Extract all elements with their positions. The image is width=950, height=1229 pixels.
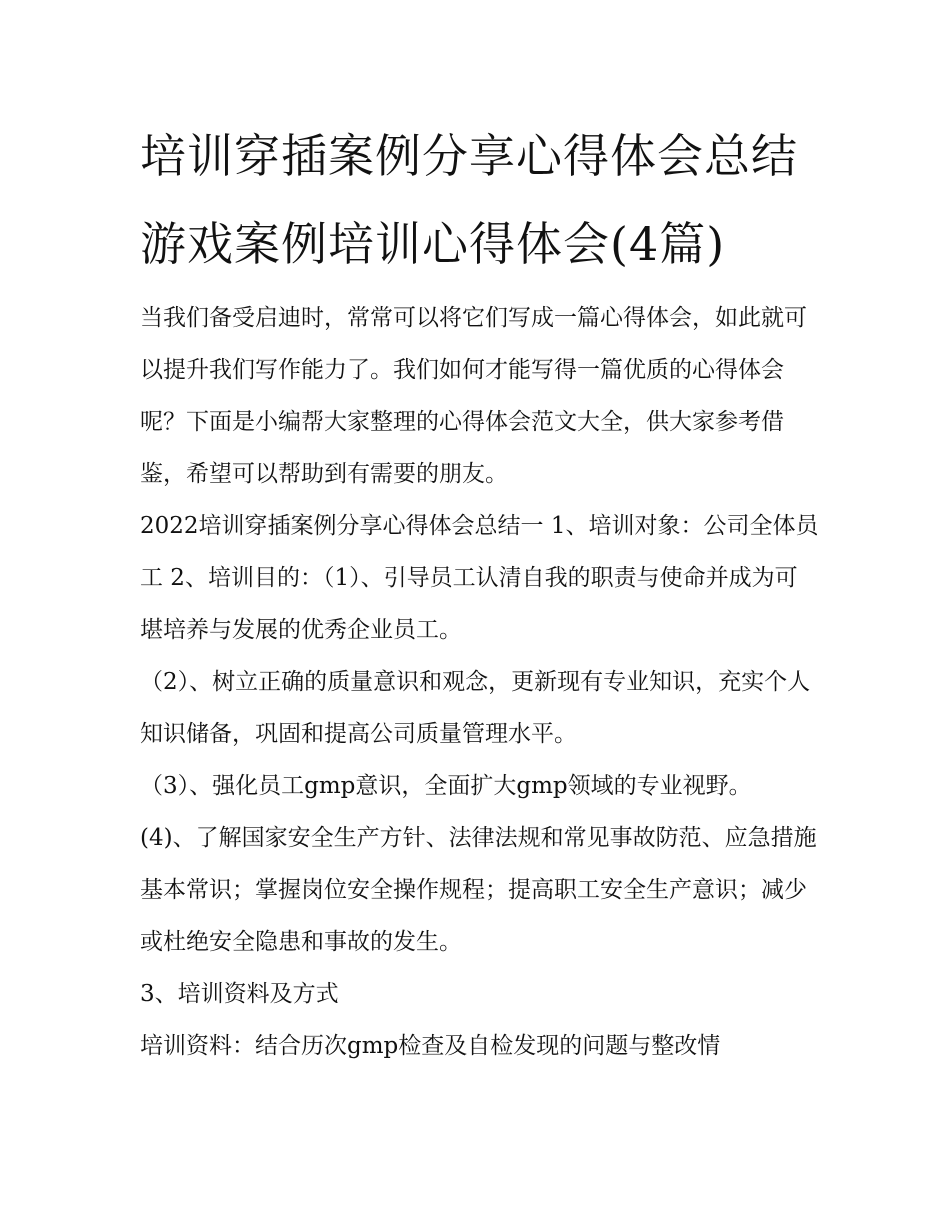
section-3-heading: 3、培训资料及方式 — [140, 981, 339, 1007]
document-body — [140, 112, 820, 1072]
document-title: 培训穿插案例分享心得体会总结 游戏案例培训心得体会(4篇) — [140, 129, 798, 271]
objective-3-paragraph: （3）、强化员工gmp意识，全面扩大gmp领域的专业视野。 — [140, 773, 752, 799]
intro-paragraph: 当我们备受启迪时，常常可以将它们写成一篇心得体会，如此就可以提升我们写作能力了。我们如何才能写得一篇优质的心得体会呢？下面是小编帮大家整理的心得体会范文大全，供大家参考借鉴，希望可以帮助到有需要的朋友。 — [140, 305, 807, 487]
section-one-paragraph: 2022培训穿插案例分享心得体会总结一 1、培训对象：公司全体员工 2、培训目的：（1）、引导员工认清自我的职责与使命并成为可堪培养与发展的优秀企业员工。 — [140, 513, 819, 643]
training-materials-paragraph: 培训资料：结合历次gmp检查及自检发现的问题与整改情 — [140, 1033, 721, 1059]
objective-4-paragraph: (4)、了解国家安全生产方针、法律法规和常见事故防范、应急措施基本常识；掌握岗位安全操作规程；提高职工安全生产意识；减少或杜绝安全隐患和事故的发生。 — [140, 825, 817, 955]
objective-2-paragraph: （2）、树立正确的质量意识和观念，更新现有专业知识，充实个人知识储备，巩固和提高公司质量管理水平。 — [140, 669, 811, 747]
